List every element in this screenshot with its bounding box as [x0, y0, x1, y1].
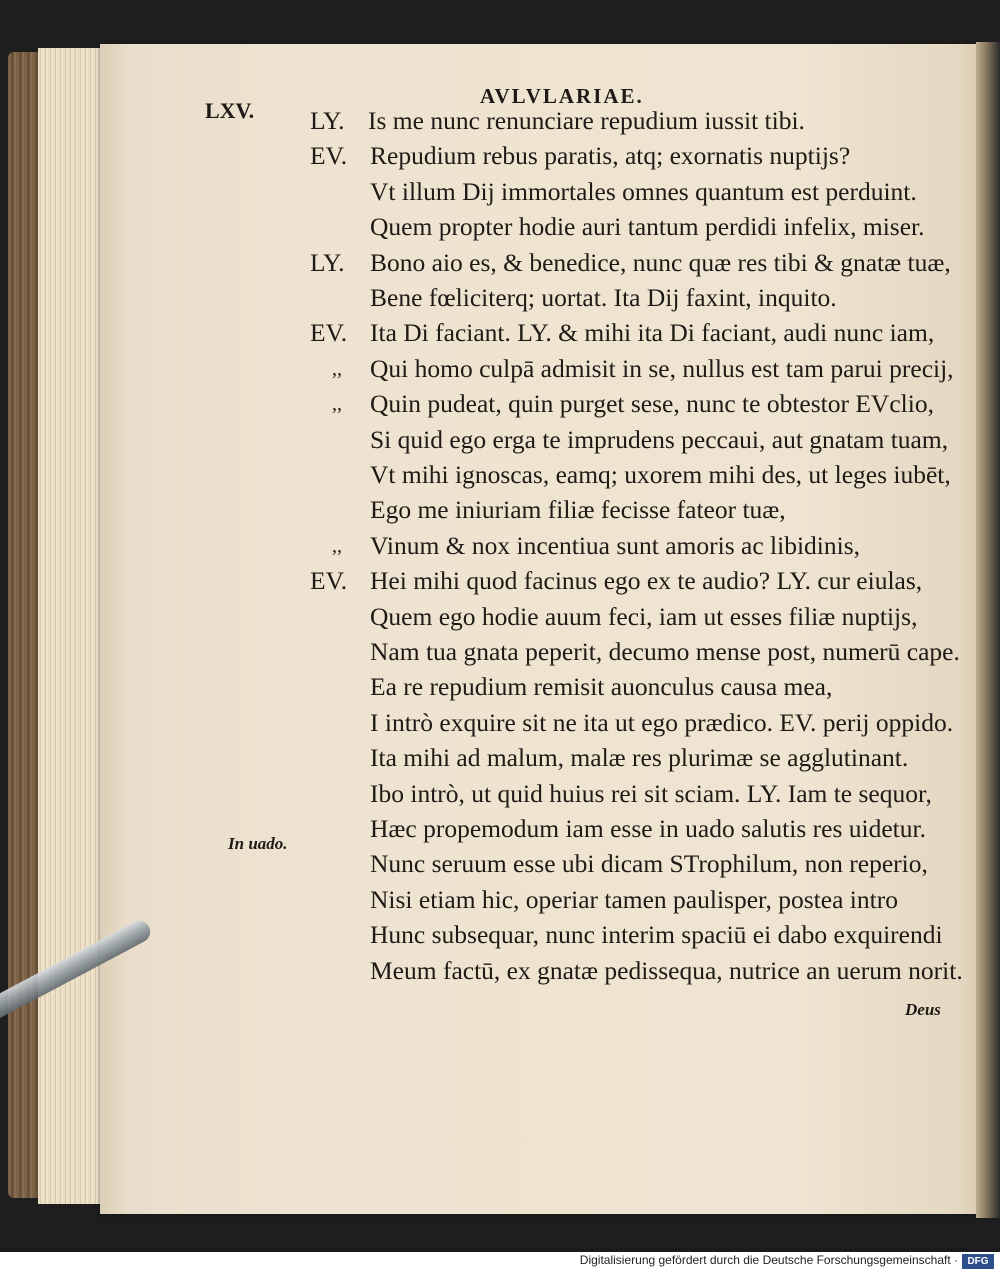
speaker-label: LY. [310, 247, 345, 277]
verse-text: Hei mihi quod facinus ego ex te audio? LY. cur eiulas, [370, 566, 923, 596]
verse-text: Ego me iniuriam filiæ fecisse fateor tuæ, [370, 495, 786, 525]
speaker-label: EV. [310, 318, 348, 348]
verse-text: Si quid ego erga te imprudens peccaui, aut gnatam tuam, [370, 424, 949, 454]
gnomic-quote-mark: ,, [332, 534, 342, 557]
verse-text: Vt illum Dij immortales omnes quantum est perduint. [370, 176, 917, 206]
verse-text: Quem ego hodie auum feci, iam ut esses filiæ nuptijs, [370, 601, 918, 631]
page-edges [38, 48, 108, 1204]
verse-text: Bene fœliciterq; uortat. Ita Dij faxint, inquito. [370, 283, 837, 312]
verse-text: Nunc seruum esse ubi dicam STrophilum, non reperio, [370, 849, 928, 879]
verse-text: Nisi etiam hic, operiar tamen paulisper, postea intro [370, 884, 898, 914]
marginal-note: In uado. [228, 834, 288, 853]
verse-text: Vt mihi ignoscas, eamq; uxorem mihi des, ut leges iubēt, [370, 460, 951, 489]
verse-text: Hæc propemodum iam esse in uado salutis res uidetur. [370, 814, 926, 843]
verse-text: Quem propter hodie auri tantum perdidi infelix, miser. [370, 212, 925, 242]
speaker-label: EV. [310, 141, 348, 171]
verse-text: Ita Di faciant. LY. & mihi ita Di faciant, audi nunc iam, [370, 318, 935, 348]
verse-text: Bono aio es, & benedice, nunc quæ res tibi & gnatæ tuæ, [370, 247, 951, 277]
verse-text: Quin pudeat, quin purget sese, nunc te obtestor EVclio, [370, 389, 934, 419]
verse-text: Ibo intrò, ut quid huius rei sit sciam. LY. Iam te sequor, [370, 778, 932, 808]
verse-text: Repudium rebus paratis, atq; exornatis nuptijs? [370, 141, 851, 171]
dfg-logo: DFG [962, 1254, 994, 1269]
verse-text: Qui homo culpā admisit in se, nullus est tam parui precij, [370, 353, 954, 383]
speaker-label: LY. [310, 106, 345, 135]
credit-text: Digitalisierung gefördert durch die Deutsche Forschungsgemeinschaft · [579, 1253, 958, 1267]
verse-text: Vinum & nox incentiua sunt amoris ac libidinis, [370, 530, 860, 560]
running-head: AVLVLARIAE. [480, 84, 644, 108]
gnomic-quote-mark: ,, [332, 393, 342, 416]
credit-bar [0, 1252, 1000, 1271]
gnomic-quote-mark: ,, [332, 357, 342, 380]
speaker-label: EV. [310, 566, 348, 596]
verse-text: I intrò exquire sit ne ita ut ego prædico. EV. perij oppido. [370, 707, 954, 737]
catchword: Deus [905, 1000, 941, 1019]
verse-text: Nam tua gnata peperit, decumo mense post, numerū cape. [370, 637, 960, 666]
folio-number: LXV. [205, 98, 255, 123]
verse-text: Ea re repudium remisit auonculus causa mea, [370, 672, 833, 702]
verse-text: Hunc subsequar, nunc interim spaciū ei dabo exquirendi [370, 920, 943, 950]
verse-text: Meum factū, ex gnatæ pedissequa, nutrice an uerum norit. [370, 955, 963, 985]
verse-text: Ita mihi ad malum, malæ res plurimæ se agglutinant. [370, 743, 909, 773]
right-page-edge [976, 42, 1000, 1218]
verse-text: Is me nunc renunciare repudium iussit tibi. [368, 106, 805, 135]
